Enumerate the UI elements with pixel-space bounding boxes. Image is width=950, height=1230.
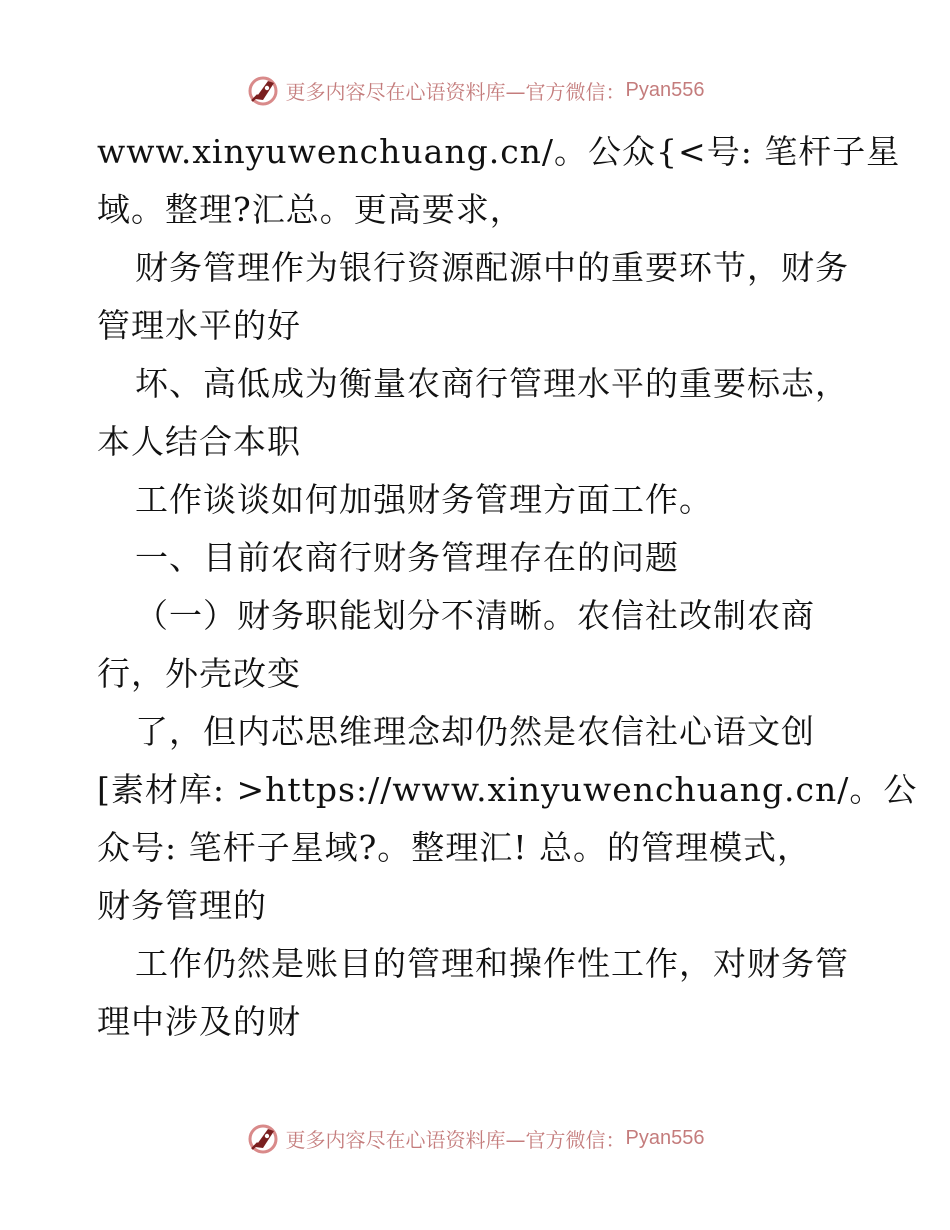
footer-wechat-id: Pyan556 [625,1126,705,1149]
document-body [97,123,918,1051]
text-line: 理中涉及的财 [97,1002,301,1041]
text-line: 财务管理作为银行资源配源中的重要环节，财务 [135,248,849,287]
text-line: 管理水平的好 [97,306,301,345]
text-line: 财务管理的 [97,886,267,925]
text-line: 坏、高低成为衡量农商行管理水平的重要标志， [135,364,849,403]
footer-banner-text: 更多内容尽在心语资料库—官方微信： [285,1127,626,1152]
text-line: [素材库: >https://www.xinyuwenchuang.cn/。公 [97,770,918,809]
text-line: www.xinyuwenchuang.cn/。公众{<号: 笔杆子星 [97,132,901,171]
page-footer-banner [0,1118,950,1158]
pen-nib-logo-icon [246,73,280,107]
header-banner-text: 更多内容尽在心语资料库—官方微信： [285,79,626,104]
text-line: 了，但内芯思维理念却仍然是农信社心语文创 [135,712,815,751]
text-line: 域。整理?汇总。更高要求， [97,190,524,229]
text-line: 工作谈谈如何加强财务管理方面工作。 [135,480,713,519]
header-wechat-id: Pyan556 [625,78,705,101]
page-header-banner [0,70,950,110]
text-line: （一）财务职能划分不清晰。农信社改制农商 [135,596,815,635]
text-line: 本人结合本职 [97,422,301,461]
pen-nib-logo-icon [246,1121,280,1155]
text-line: 工作仍然是账目的管理和操作性工作，对财务管 [135,944,849,983]
text-line: 行，外壳改变 [97,654,301,693]
text-line: 一、目前农商行财务管理存在的问题 [135,538,679,577]
text-line: 众号: 笔杆子星域?。整理汇! 总。的管理模式， [97,828,812,867]
